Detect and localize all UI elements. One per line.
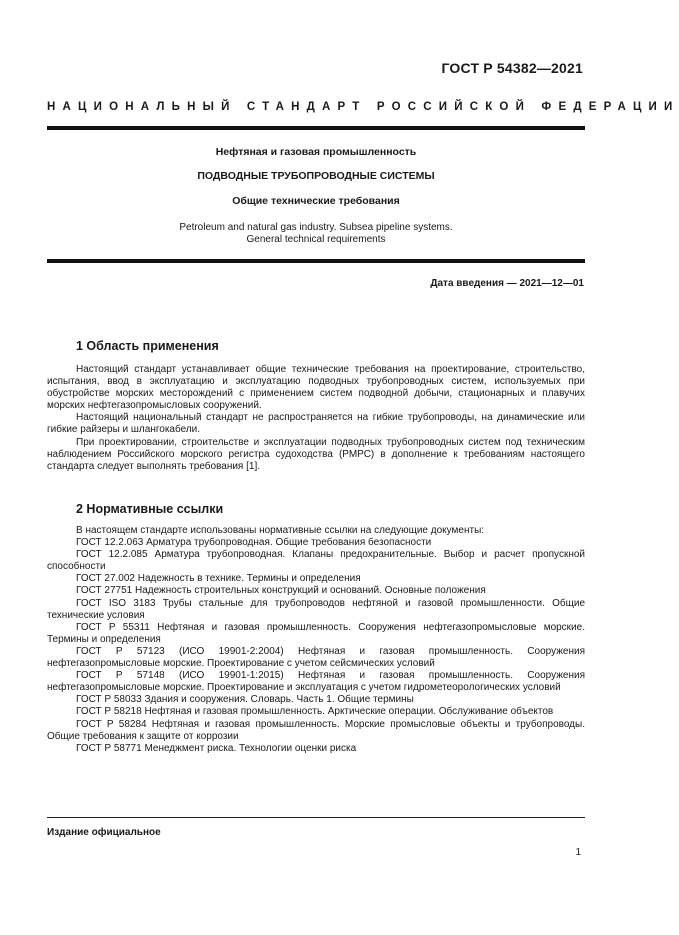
title-bottom-rule (47, 259, 585, 263)
page-number: 1 (575, 847, 581, 858)
english-title-line-2: General technical requirements (246, 234, 386, 245)
standard-subject: Нефтяная и газовая промышленность (215, 146, 417, 158)
section-1-paragraph: Настоящий стандарт устанавливает общие технические требования на проектирование, строительство, испытания, ввод в эксплуатацию и эксплуатацию подводных трубопроводных систем, используемых при обустройстве морских месторождений с применением систем подводной добычи, стационарных и плавучих морских нефтегазопромысловых сооружений. (47, 364, 585, 412)
reference-item: ГОСТ Р 57148 (ИСО 19901-1:2015) Нефтяная и газовая промышленность. Сооружения нефтегазопромысловые морские. Проектирование и эксплуатация с учетом гидрометеорологических условий (47, 670, 585, 694)
section-2-heading: 2 Нормативные ссылки (76, 502, 224, 516)
reference-item: ГОСТ Р 57123 (ИСО 19901-2:2004) Нефтяная и газовая промышленность. Сооружения нефтегазопромысловые морские. Проектирование с учетом сейсмических условий (47, 645, 585, 670)
introduction-date: Дата введения — 2021—12—01 (430, 278, 584, 289)
english-title (47, 222, 585, 246)
standard-title: ПОДВОДНЫЕ ТРУБОПРОВОДНЫЕ СИСТЕМЫ (197, 170, 435, 182)
section-1-paragraph: Настоящий национальный стандарт не распространяется на гибкие трубопроводы, на динамические или гибкие райзеры и шлангокабели. (47, 412, 585, 436)
english-title-line-1: Petroleum and natural gas industry. Subsea pipeline systems. (179, 222, 453, 233)
document-code: ГОСТ Р 54382—2021 (441, 60, 583, 76)
reference-item: ГОСТ Р 58284 Нефтяная и газовая промышленность. Морские промысловые объекты и трубопроводы. Общие требования к защите от коррозии (47, 718, 585, 742)
reference-item: ГОСТ ISO 3183 Трубы стальные для трубопроводов нефтяной и газовой промышленности. Общие технические условия (47, 597, 585, 621)
footer-rule (47, 817, 585, 818)
reference-item: ГОСТ 12.2.085 Арматура трубопроводная. Клапаны предохранительные. Выбор и расчет пропускной способности (47, 549, 585, 573)
section-2-body (47, 525, 585, 755)
section-1-body (47, 364, 585, 473)
section-1-paragraph: При проектировании, строительстве и эксплуатации подводных трубопроводных систем под техническим наблюдением Российского морского регистра судоходства (РМРС) в дополнение к требованиям настоящего стандарта следует выполнять требования [1]. (47, 436, 585, 472)
section-2-intro: В настоящем стандарте использованы нормативные ссылки на следующие документы: (76, 525, 485, 536)
reference-item: ГОСТ Р 58771 Менеджмент риска. Технологии оценки риска (76, 742, 357, 754)
reference-item: ГОСТ Р 58218 Нефтяная и газовая промышленность. Арктические операции. Обслуживание объектов (76, 706, 554, 718)
top-rule (47, 126, 585, 130)
reference-item: ГОСТ Р 55311 Нефтяная и газовая промышленность. Сооружения нефтегазопромысловые морские. Термины и определения (47, 621, 585, 645)
standard-subtitle: Общие технические требования (232, 195, 400, 207)
national-standard-banner: НАЦИОНАЛЬНЫЙ СТАНДАРТ РОССИЙСКОЙ ФЕДЕРАЦИИ (47, 101, 679, 113)
reference-item: ГОСТ 12.2.063 Арматура трубопроводная. Общие требования безопасности (76, 537, 432, 549)
edition-label: Издание официальное (47, 827, 161, 838)
reference-item: ГОСТ Р 58033 Здания и сооружения. Словарь. Часть 1. Общие термины (76, 694, 414, 706)
section-1-heading: 1 Область применения (76, 339, 219, 353)
reference-item: ГОСТ 27751 Надежность строительных конструкций и оснований. Основные положения (76, 585, 486, 597)
reference-item: ГОСТ 27.002 Надежность в технике. Термины и определения (76, 573, 361, 585)
